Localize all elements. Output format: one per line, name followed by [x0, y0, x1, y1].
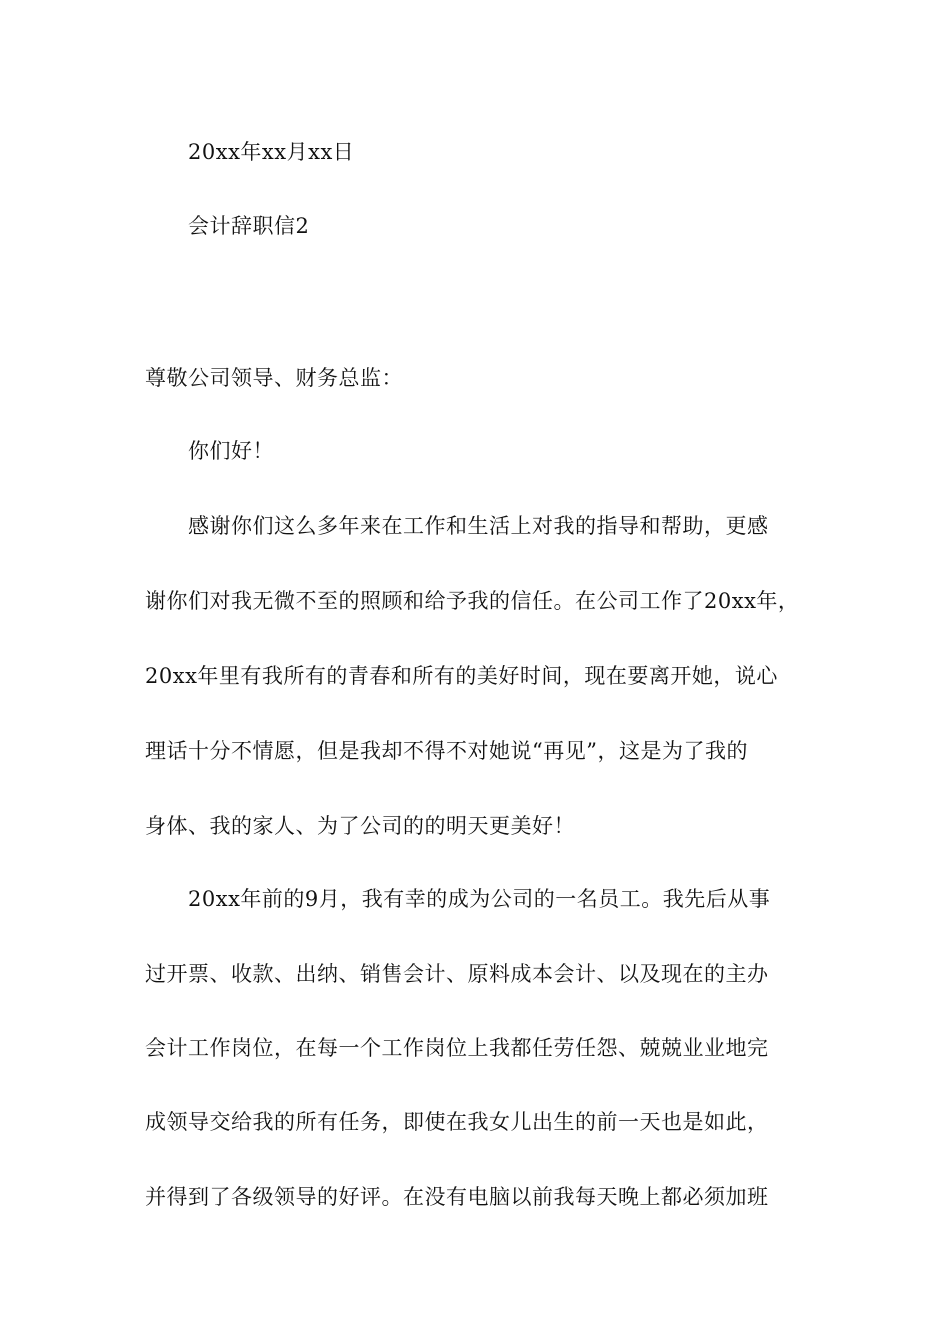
paragraph-1-line-5: 身体、我的家人、为了公司的的明天更美好！ — [145, 814, 575, 838]
paragraph-2-line-1: 20xx年前的9月，我有幸的成为公司的一名员工。我先后从事 — [188, 887, 771, 911]
greeting: 你们好！ — [188, 439, 274, 463]
paragraph-2-line-5: 并得到了各级领导的好评。在没有电脑以前我每天晚上都必须加班 — [145, 1185, 769, 1209]
paragraph-1-line-1: 感谢你们这么多年来在工作和生活上对我的指导和帮助，更感 — [188, 514, 769, 538]
letter-heading: 会计辞职信2 — [188, 214, 310, 238]
paragraph-1-line-2: 谢你们对我无微不至的照顾和给予我的信任。在公司工作了20xx年， — [145, 589, 800, 613]
paragraph-2-line-2: 过开票、收款、出纳、销售会计、原料成本会计、以及现在的主办 — [145, 962, 769, 986]
paragraph-1-line-3: 20xx年里有我所有的青春和所有的美好时间，现在要离开她，说心 — [145, 664, 778, 688]
paragraph-2-line-4: 成领导交给我的所有任务，即使在我女儿出生的前一天也是如此， — [145, 1110, 769, 1134]
paragraph-1-line-4: 理话十分不情愿，但是我却不得不对她说“再见”，这是为了我的 — [145, 739, 748, 763]
date-line: 20xx年xx月xx日 — [188, 140, 355, 164]
salutation: 尊敬公司领导、财务总监： — [145, 366, 403, 390]
paragraph-2-line-3: 会计工作岗位，在每一个工作岗位上我都任劳任怨、兢兢业业地完 — [145, 1036, 769, 1060]
